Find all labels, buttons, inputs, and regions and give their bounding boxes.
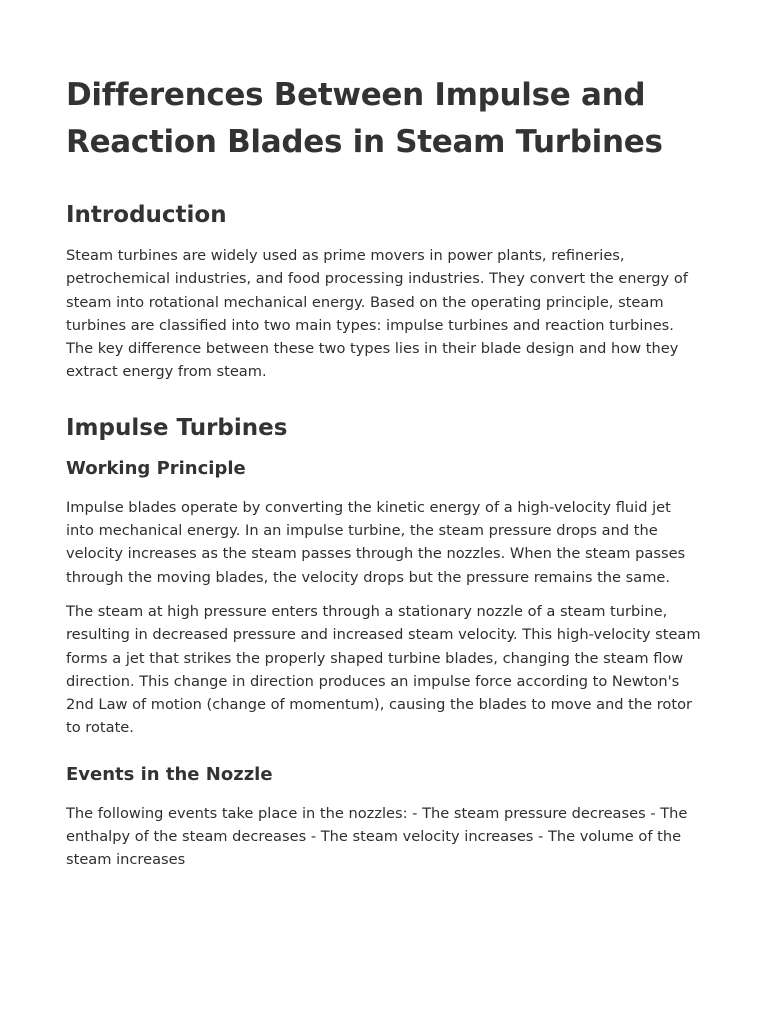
introduction-heading: Introduction (66, 202, 227, 228)
document-title: Differences Between Impulse and Reaction Blades in Steam Turbines (66, 77, 663, 160)
section-impulse-turbines (66, 413, 702, 872)
working-principle-paragraph-1: Impulse blades operate by converting the kinetic energy of a high-velocity fluid jet into mechanical energy. In an impulse turbine, the steam pressure drops and the velocity increases as the steam passes through the nozzles. When the steam passes through the moving blades, the velocity drops but the pressure remains the same. (66, 498, 686, 586)
events-in-nozzle-heading: Events in the Nozzle (66, 763, 273, 785)
section-introduction (66, 200, 702, 384)
document-page (66, 72, 702, 883)
working-principle-heading: Working Principle (66, 457, 246, 479)
introduction-paragraph: Steam turbines are widely used as prime movers in power plants, refineries, petrochemical industries, and food processing industries. They convert the energy of steam into rotational mechanical energy. Based on the operating principle, steam turbines are classified into two main types: impulse turbines and reaction turbines. The key difference between these two types lies in their blade design and how they extract energy from steam. (66, 247, 688, 381)
working-principle-paragraph-2: The steam at high pressure enters through a stationary nozzle of a steam turbine, resulting in decreased pressure and increased steam velocity. This high-velocity steam forms a jet that strikes the properly shaped turbine blades, changing the steam flow direction. This change in direction produces an impulse force according to Newton's 2nd Law of motion (change of momentum), causing the blades to move and the rotor to rotate. (66, 602, 701, 737)
impulse-turbines-heading: Impulse Turbines (66, 414, 288, 441)
events-in-nozzle-paragraph: The following events take place in the nozzles: - The steam pressure decreases - The enthalpy of the steam decreases - The steam velocity increases - The volume of the steam increases (66, 804, 688, 869)
